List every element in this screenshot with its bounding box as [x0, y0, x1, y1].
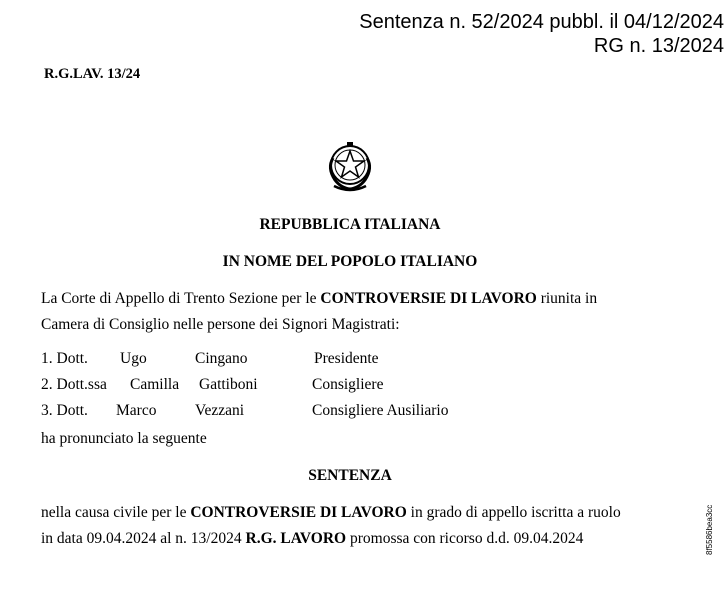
- intro-bold: CONTROVERSIE DI LAVORO: [320, 290, 537, 307]
- pronounced-line: ha pronunciato la seguente: [41, 430, 207, 447]
- cause-text-1: nella causa civile per le: [41, 504, 191, 521]
- judge-number: 1. Dott.: [41, 350, 88, 367]
- rg-stamp: RG n. 13/2024: [593, 35, 724, 57]
- cause-text-2: in grado di appello iscritta a ruolo: [406, 504, 621, 521]
- republic-title: REPUBBLICA ITALIANA: [259, 216, 441, 233]
- judge-role: Consigliere Ausiliario: [312, 402, 449, 419]
- cause-text-4: promossa con ricorso d.d. 09.04.2024: [346, 530, 584, 547]
- intro-paragraph: [41, 286, 681, 338]
- cause-paragraph: [41, 500, 681, 552]
- intro-text-2: riunita in: [536, 290, 598, 307]
- judge-last-name: Vezzani: [195, 402, 245, 419]
- intro-text-3: Camera di Consiglio nelle persone dei Signori Magistrati:: [41, 316, 400, 333]
- rg-lav-number: R.G.LAV. 13/24: [44, 66, 141, 82]
- judge-role: Consigliere: [312, 376, 384, 393]
- sentenza-stamp: Sentenza n. 52/2024 pubbl. il 04/12/2024: [359, 11, 724, 33]
- judge-first-name: Marco: [116, 402, 157, 419]
- judge-number: 2. Dott.ssa: [41, 376, 107, 393]
- document-hash-code: 8f5586bea3cc: [705, 504, 714, 555]
- judge-first-name: Ugo: [120, 350, 147, 367]
- judge-last-name: Cingano: [195, 350, 248, 367]
- judge-last-name: Gattiboni: [199, 376, 258, 393]
- cause-bold-2: R.G. LAVORO: [245, 530, 347, 547]
- judge-role: Presidente: [314, 350, 379, 367]
- cause-text-3: in data 09.04.2024 al n. 13/2024: [41, 530, 246, 547]
- people-title: IN NOME DEL POPOLO ITALIANO: [222, 253, 478, 270]
- sentenza-title: SENTENZA: [308, 467, 392, 484]
- judge-first-name: Camilla: [130, 376, 180, 393]
- judge-number: 3. Dott.: [41, 402, 88, 419]
- publication-stamp: [359, 10, 724, 58]
- cause-bold-1: CONTROVERSIE DI LAVORO: [190, 504, 407, 521]
- italian-republic-emblem-icon: [320, 140, 380, 195]
- intro-text-1: La Corte di Appello di Trento Sezione per le: [41, 290, 321, 307]
